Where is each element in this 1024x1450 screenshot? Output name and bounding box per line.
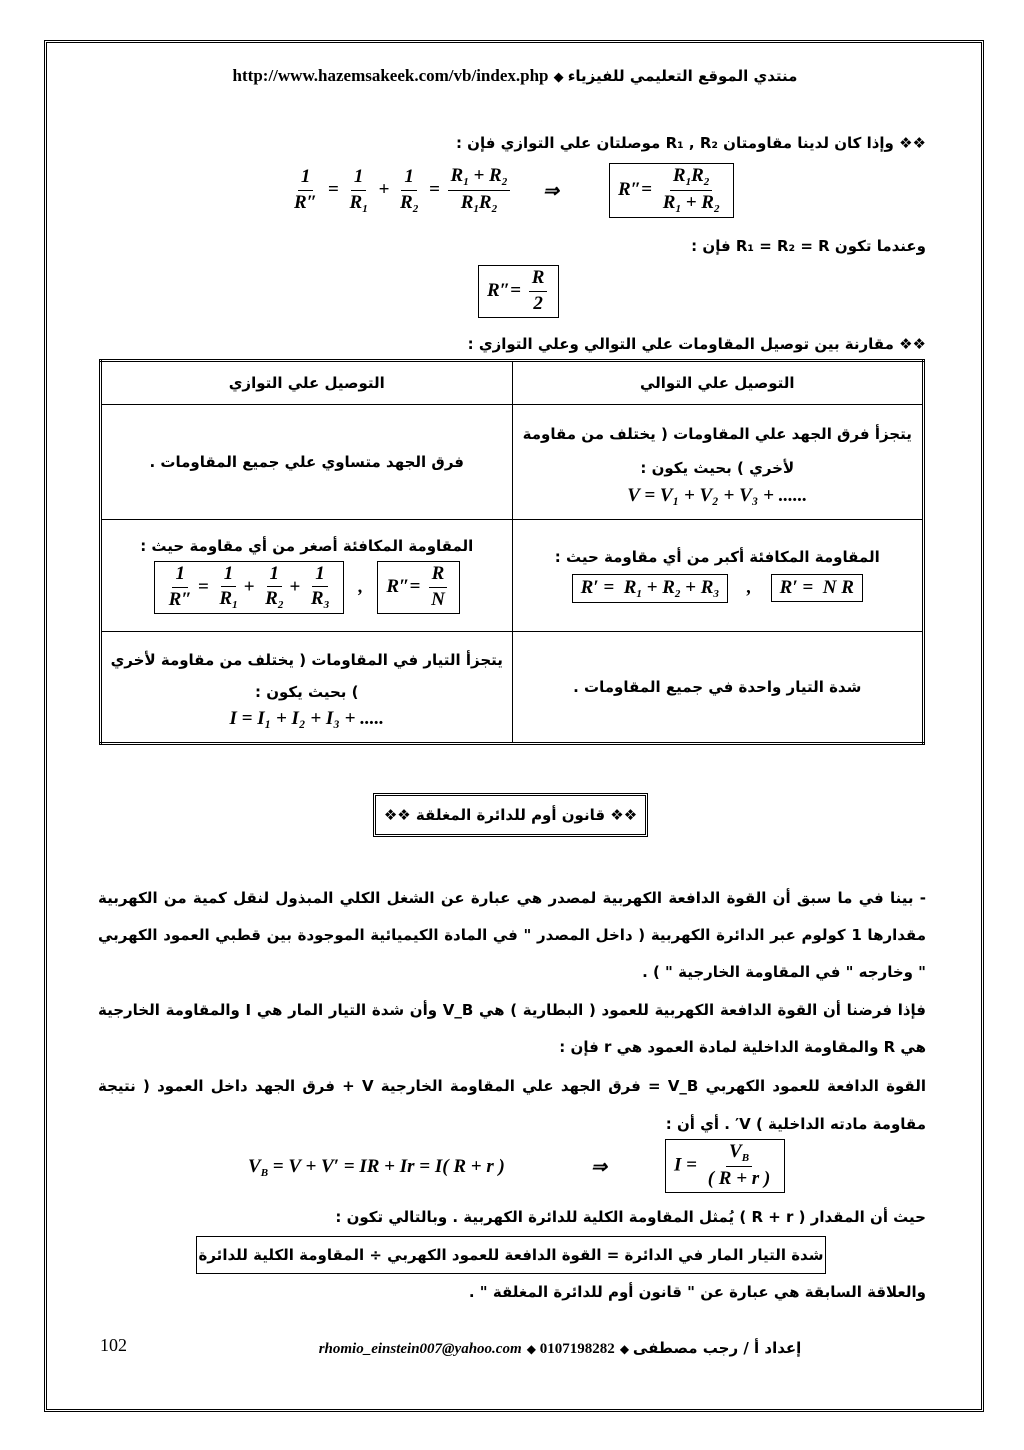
parallel-formula: $\frac{1}{R''}$ = $\frac{1}{R_1}$ + $\frac{1}{R_2}$ = $\frac{R_1 + R_2}{R_1R_2}$ (288, 166, 513, 215)
ohm-result-box: I = $\frac{V_B}{( R + r )}$ (665, 1139, 785, 1193)
ohm-implies-arrow: ⇒ (591, 1157, 607, 1178)
parallel-result-box: R″= $\frac{R_1R_2}{R_1 + R_2}$ (609, 163, 734, 218)
series-voltage-eq: V = V₁ + V₂ + V₃ + ...... (627, 485, 808, 506)
series-current-cell: شدة التيار واحدة في جميع المقاومات . (512, 632, 924, 744)
diamond-icon: ◆ (526, 1342, 540, 1356)
parallel-current-text: يتجزأ التيار في المقاومات ( يختلف من مقاومة لأخري ) بحيث يكون : (110, 651, 503, 701)
page-number: 102 (100, 1335, 127, 1355)
page-header (180, 66, 850, 86)
series-voltage-cell (512, 405, 924, 520)
equal-result-box: R″= $\frac{R}{2}$ (478, 265, 559, 318)
ohm-paragraph-1: - بينا في ما سبق أن القوة الدافعة الكهربية لمصدر هي عبارة عن الشغل الكلي المبذول لنقل كمية من الكهربية مقدارها 1 كولوم عبر الدائرة الكهربية ( داخل المصدر " في المادة الكيميائية الموجودة بين قطبي العمود الكهربي " وخارجه " في المقاومة الخارجية " ) . (98, 889, 926, 981)
parallel-voltage-cell: فرق الجهد متساوي علي جميع المقاومات . (101, 405, 513, 520)
ohm-formula: $V_B = V + V'$ = IR + Ir = I( R + r ) (248, 1156, 505, 1179)
ohm-section-title (373, 793, 648, 837)
author-email[interactable]: rhomio_einstein007@yahoo.com (318, 1341, 522, 1357)
parallel-resistance-eq: $\frac{1}{R''}$ = $\frac{1}{R_1}$ + $\frac{1}{R_2}$ + $\frac{1}{R_3}$ , R″= $\frac{R}{N}$ (108, 561, 506, 615)
ohm-paragraph-4: حيث أن المقدار ( R + r ) يُمثل المقاومة الكلية للدائرة الكهربية . وبالتالي تكون : (335, 1208, 926, 1226)
parallel-current-cell (101, 632, 513, 744)
implies-arrow: ⇒ (543, 181, 559, 202)
author-phone: 0107198282 (539, 1341, 615, 1357)
parallel-resistance-cell (101, 520, 513, 632)
diamond-icon: ◆ (553, 70, 568, 85)
parallel-intro: ❖❖ وإذا كان لدينا مقاومتان R₁ , R₂ موصلتان علي التوازي فإن : (455, 134, 926, 152)
comparison-title: ❖❖ مقارنة بين توصيل المقاومات علي التوالي وعلي التوازي : (467, 335, 926, 353)
ohm-paragraph-5: والعلاقة السابقة هي عبارة عن " قانون أوم للدائرة المغلقة " . (468, 1283, 926, 1301)
series-resistance-cell (512, 520, 924, 632)
parallel-resistance-text: المقاومة المكافئة أصغر من أي مقاومة حيث : (140, 536, 474, 555)
page-footer (240, 1338, 880, 1358)
forum-name: منتدي الموقع التعليمي للفيزياء (567, 67, 798, 85)
equal-resistors-text: وعندما تكون R₁ = R₂ = R فإن : (691, 237, 926, 255)
ohm-title-text: ❖❖ قانون أوم للدائرة المغلقة ❖❖ (383, 806, 638, 824)
series-resistance-eq: $R' = R_1 + R_2 + R_3$ , R′ = N R (519, 574, 917, 603)
ohm-law-box (196, 1236, 826, 1274)
comparison-table (99, 359, 925, 745)
author-name: إعداد أ / رجب مصطفى (632, 1339, 802, 1357)
parallel-current-eq: I = I₁ + I₂ + I₃ + ..... (229, 708, 384, 729)
diamond-icon: ◆ (619, 1342, 633, 1356)
ohm-paragraph-3: القوة الدافعة للعمود الكهربي V_B = فرق الجهد علي المقاومة الخارجية V + فرق الجهد داخل العمود ( نتيجة مقاومة مادته الداخلية ) V′ . أي أن : (98, 1077, 926, 1133)
ohm-law-text: شدة التيار المار في الدائرة = القوة الدافعة للعمود الكهربي ÷ المقاومة الكلية للدائرة (198, 1246, 824, 1264)
col-parallel-header: التوصيل علي التوازي (101, 361, 513, 405)
series-voltage-text: يتجزأ فرق الجهد علي المقاومات ( يختلف من مقاومة لأخري ) بحيث يكون : (522, 425, 912, 477)
ohm-paragraph-2: فإذا فرضنا أن القوة الدافعة الكهربية للعمود ( البطارية ) هي V_B وأن شدة التيار المار هي I والمقاومة الخارجية هي R والمقاومة الداخلية لمادة العمود هي r فإن : (98, 1001, 926, 1056)
site-url[interactable]: http://www.hazemsakeek.com/vb/index.php (232, 66, 549, 85)
series-resistance-text: المقاومة المكافئة أكبر من أي مقاومة حيث : (554, 548, 880, 566)
col-series-header: التوصيل علي التوالي (512, 361, 924, 405)
